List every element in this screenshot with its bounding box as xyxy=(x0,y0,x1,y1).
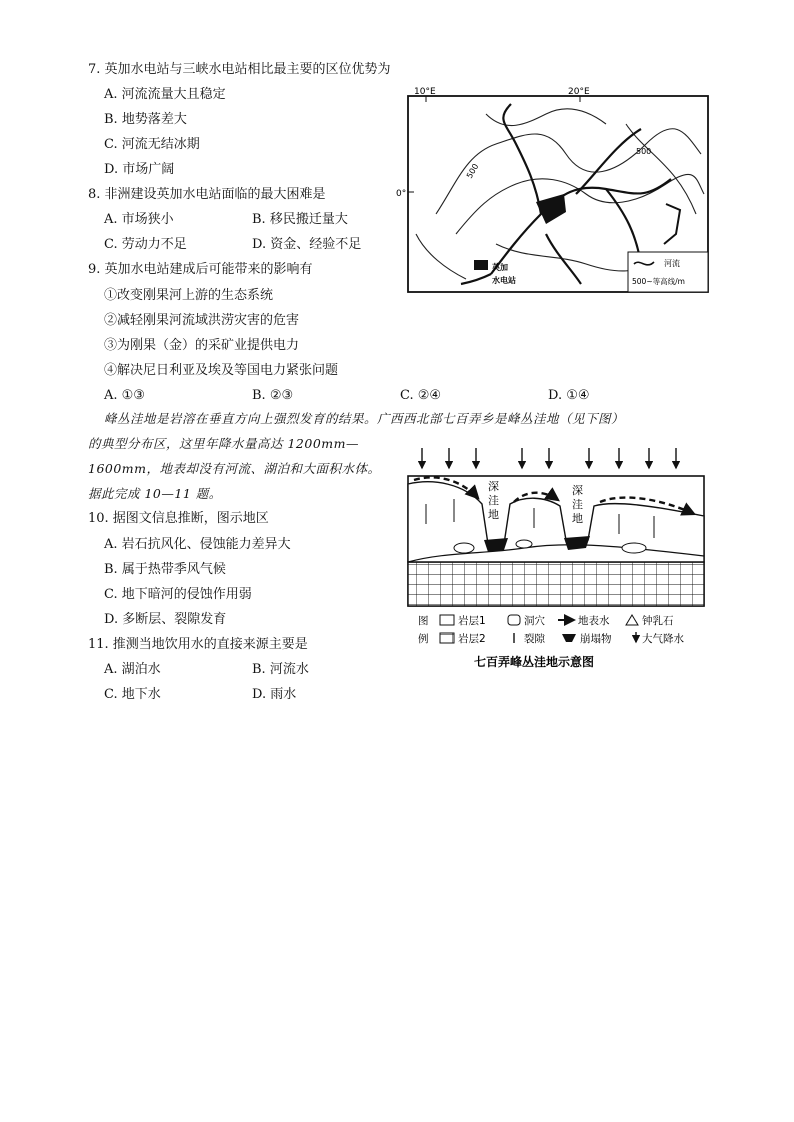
q9-item-2: ②减轻刚果河流域洪涝灾害的危害 xyxy=(104,313,300,328)
q7-stem: 7. 英加水电站与三峡水电站相比最主要的区位优势为 xyxy=(88,62,391,77)
depression-label-1-a: 深 xyxy=(488,480,499,493)
q8-option-a: A. 市场狭小 xyxy=(104,212,174,227)
karst-caption: 七百弄峰丛洼地示意图 xyxy=(474,655,595,669)
legend-stalactite: 钟乳石 xyxy=(642,615,674,627)
legend-surface-water: 地表水 xyxy=(578,615,610,627)
depression-label-2-c: 地 xyxy=(572,512,583,525)
q9-option-c: C. ②④ xyxy=(400,388,442,403)
karst-legend xyxy=(418,614,684,645)
lon-label-10e: 10°E xyxy=(414,87,436,97)
q9-option-d: D. ①④ xyxy=(548,388,590,403)
contour-label-500-west: 500 xyxy=(464,162,481,180)
q10-option-d: D. 多断层、裂隙发育 xyxy=(104,612,227,627)
legend-precipitation: 大气降水 xyxy=(642,633,684,645)
q10-stem: 10. 据图文信息推断，图示地区 xyxy=(88,511,269,526)
passage-line-1: 峰丛洼地是岩溶在垂直方向上强烈发育的结果。广西西北部七百弄乡是峰丛洼地（见下图） xyxy=(104,411,625,426)
legend-collapse: 崩塌物 xyxy=(580,633,612,645)
legend-cave: 洞穴 xyxy=(524,615,545,627)
station-label-2: 水电站 xyxy=(492,276,516,285)
q9-item-1: ①改变刚果河上游的生态系统 xyxy=(104,288,274,303)
q10-option-c: C. 地下暗河的侵蚀作用弱 xyxy=(104,587,252,602)
q8-option-b: B. 移民搬迁量大 xyxy=(252,212,348,227)
depression-label-2-a: 深 xyxy=(572,484,583,497)
q10-option-b: B. 属于热带季风气候 xyxy=(104,562,226,577)
lon-label-20e: 20°E xyxy=(568,87,590,97)
rock-layer-2 xyxy=(408,562,704,606)
legend-river: 河流 xyxy=(664,259,680,268)
karst-diagram xyxy=(404,444,710,676)
q9-item-4: ④解决尼日利亚及埃及等国电力紧张问题 xyxy=(104,363,339,378)
q7-option-c: C. 河流无结冰期 xyxy=(104,137,200,152)
legend-title-2: 例 xyxy=(418,633,429,645)
q9-item-3: ③为刚果（金）的采矿业提供电力 xyxy=(104,338,300,353)
passage-line-3: 1600mm，地表却没有河流、湖泊和大面积水体。 xyxy=(88,461,381,476)
precipitation-arrows xyxy=(422,448,676,468)
legend-title-1: 图 xyxy=(418,615,429,627)
depression-label-2-b: 洼 xyxy=(572,498,583,511)
q11-option-d: D. 雨水 xyxy=(252,687,297,702)
depression-label-1-c: 地 xyxy=(488,508,499,521)
congo-river-map xyxy=(396,84,718,296)
legend-rock-layer-1: 岩层1 xyxy=(458,615,486,627)
q8-stem: 8. 非洲建设英加水电站面临的最大困难是 xyxy=(88,187,326,202)
dam-marker xyxy=(474,260,488,270)
legend-contour: 500~等高线/m xyxy=(632,277,685,286)
passage-line-2: 的典型分布区，这里年降水量高达 1200mm— xyxy=(88,436,359,451)
q7-option-b: B. 地势落差大 xyxy=(104,112,187,127)
q7-option-a: A. 河流流量大且稳定 xyxy=(104,87,226,102)
legend-rock-layer-2: 岩层2 xyxy=(458,633,486,645)
q8-option-d: D. 资金、经验不足 xyxy=(252,237,362,252)
q11-option-b: B. 河流水 xyxy=(252,662,309,677)
q11-stem: 11. 推测当地饮用水的直接来源主要是 xyxy=(88,637,308,652)
contour-label-500-east: 500 xyxy=(636,147,652,156)
lat-label-0: 0° xyxy=(396,189,407,199)
depression-label-1-b: 洼 xyxy=(488,494,499,507)
q9-option-a: A. ①③ xyxy=(104,388,145,403)
q10-option-a: A. 岩石抗风化、侵蚀能力差异大 xyxy=(104,537,291,552)
q9-option-b: B. ②③ xyxy=(252,388,294,403)
legend-fissure: 裂隙 xyxy=(524,633,545,645)
station-label-1: 英加 xyxy=(492,263,508,272)
passage-line-4: 据此完成 10—11 题。 xyxy=(88,486,222,501)
q8-option-c: C. 劳动力不足 xyxy=(104,237,187,252)
q11-option-c: C. 地下水 xyxy=(104,687,161,702)
q9-stem: 9. 英加水电站建成后可能带来的影响有 xyxy=(88,262,313,277)
q11-option-a: A. 湖泊水 xyxy=(104,662,161,677)
q7-option-d: D. 市场广阔 xyxy=(104,162,175,177)
